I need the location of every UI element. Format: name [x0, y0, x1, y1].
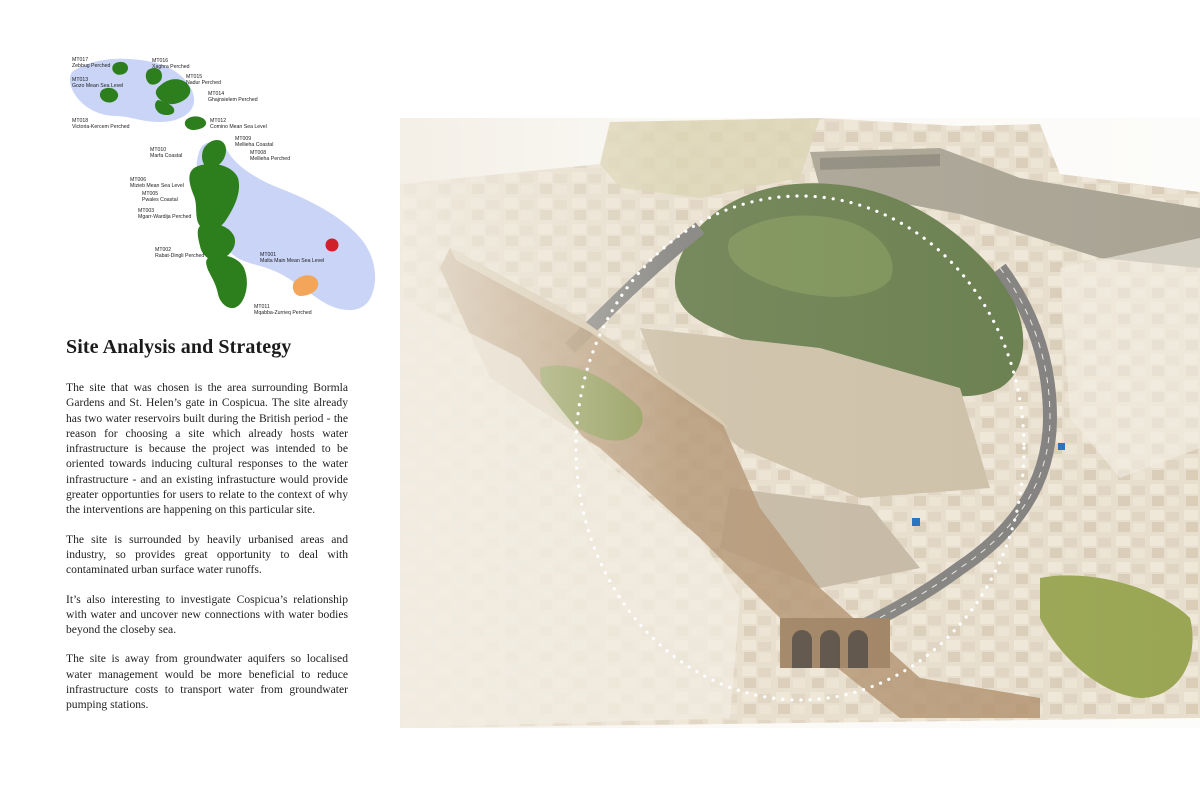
- svg-text:Mellieha Coastal: Mellieha Coastal: [235, 142, 274, 148]
- body-text: [66, 380, 348, 727]
- site-location-marker: [326, 239, 339, 252]
- map-label-mt012: [210, 118, 267, 130]
- map-label-mt011: [254, 304, 312, 316]
- map-label-mt018: [72, 118, 130, 130]
- map-label-mt009: [235, 136, 273, 148]
- svg-text:MT011: MT011: [254, 304, 270, 310]
- blue-road-sign: [912, 518, 920, 526]
- aerial-site-graphic: [400, 118, 1200, 728]
- map-label-mt003: [138, 208, 192, 220]
- svg-text:MT012: MT012: [210, 118, 227, 124]
- map-label-mt005: [142, 191, 178, 203]
- svg-text:MT017: MT017: [72, 57, 89, 63]
- svg-text:Zebbug Perched: Zebbug Perched: [72, 63, 111, 69]
- paragraph-localised-management: The site is away from groundwater aquifers so localised water management would be more beneficial to reduce infrastructure costs to transport water from groundwater pumping stations.: [66, 652, 348, 712]
- paragraph-urbanisation: The site is surrounded by heavily urbanised areas and industry, so provides great opportunity to deal with contaminated urban surface water runoffs.: [66, 532, 348, 577]
- map-label-mt014: [208, 91, 258, 103]
- page-title: Site Analysis and Strategy: [66, 336, 292, 358]
- svg-text:MT009: MT009: [235, 136, 252, 142]
- svg-text:Gozo Mean Sea Level: Gozo Mean Sea Level: [72, 83, 124, 89]
- svg-text:MT015: MT015: [186, 74, 203, 80]
- map-label-mt017: [72, 57, 110, 69]
- svg-text:Mqabba-Zurrieq Perched: Mqabba-Zurrieq Perched: [254, 310, 312, 316]
- svg-text:Comino Mean Sea Level: Comino Mean Sea Level: [210, 124, 267, 130]
- svg-text:Nadur Perched: Nadur Perched: [186, 80, 221, 86]
- svg-text:MT001: MT001: [260, 252, 277, 258]
- groundwater-map: [62, 50, 392, 325]
- map-label-mt002: [155, 247, 204, 259]
- svg-text:MT014: MT014: [208, 91, 225, 97]
- svg-text:Ghajnsielem Perched: Ghajnsielem Perched: [208, 97, 258, 103]
- svg-text:MT010: MT010: [150, 147, 167, 153]
- svg-text:MT006: MT006: [130, 177, 147, 183]
- map-label-mt015: [186, 74, 221, 86]
- map-label-mt006: [130, 177, 184, 189]
- map-label-mt010: [150, 147, 182, 159]
- svg-text:MT013: MT013: [72, 77, 89, 83]
- svg-text:Mizieb Mean Sea Level: Mizieb Mean Sea Level: [130, 183, 184, 189]
- svg-text:Pwales Coastal: Pwales Coastal: [142, 197, 178, 203]
- groundwater-map-graphic: [62, 50, 392, 325]
- svg-text:MT008: MT008: [250, 150, 267, 156]
- comino-mean-sea-level-body: [185, 116, 206, 130]
- map-label-mt016: [152, 58, 190, 70]
- blue-road-sign-2: [1058, 443, 1065, 450]
- svg-text:MT005: MT005: [142, 191, 159, 197]
- rabat-dingli-perched-body: [206, 255, 247, 308]
- aerial-site-photo: [400, 118, 1200, 728]
- svg-text:MT018: MT018: [72, 118, 89, 124]
- svg-text:Marfa Coastal: Marfa Coastal: [150, 153, 183, 159]
- svg-text:MT003: MT003: [138, 208, 155, 214]
- svg-text:Victoria-Kercem Perched: Victoria-Kercem Perched: [72, 124, 130, 130]
- svg-text:MT016: MT016: [152, 58, 169, 64]
- svg-text:Mgarr-Wardija Perched: Mgarr-Wardija Perched: [138, 214, 192, 220]
- svg-text:Malta Main Mean Sea Level: Malta Main Mean Sea Level: [260, 258, 325, 264]
- svg-text:Xaghra Perched: Xaghra Perched: [152, 64, 190, 70]
- svg-text:Mellieha Perched: Mellieha Perched: [250, 156, 291, 162]
- map-label-mt008: [250, 150, 290, 162]
- svg-text:Rabat-Dingli Perched: Rabat-Dingli Perched: [155, 253, 205, 259]
- svg-text:MT002: MT002: [155, 247, 172, 253]
- paragraph-water-relationship: It’s also interesting to investigate Cospicua’s relationship with water and uncover new connections with water bodies beyond the closeby sea.: [66, 592, 348, 637]
- paragraph-site-choice: The site that was chosen is the area surrounding Bormla Gardens and St. Helen’s gate in Cospicua. The site already has two water reservoirs built during the British period - the reason for choosing a site which already hosts water infrastructure is because the project was intended to be oriented towards inducing cultural responses to the water infrastructure - and an existing infrastucture would provide greater opportunties for users to relate to the context of why the interventions are happening on this particular site.: [66, 381, 348, 517]
